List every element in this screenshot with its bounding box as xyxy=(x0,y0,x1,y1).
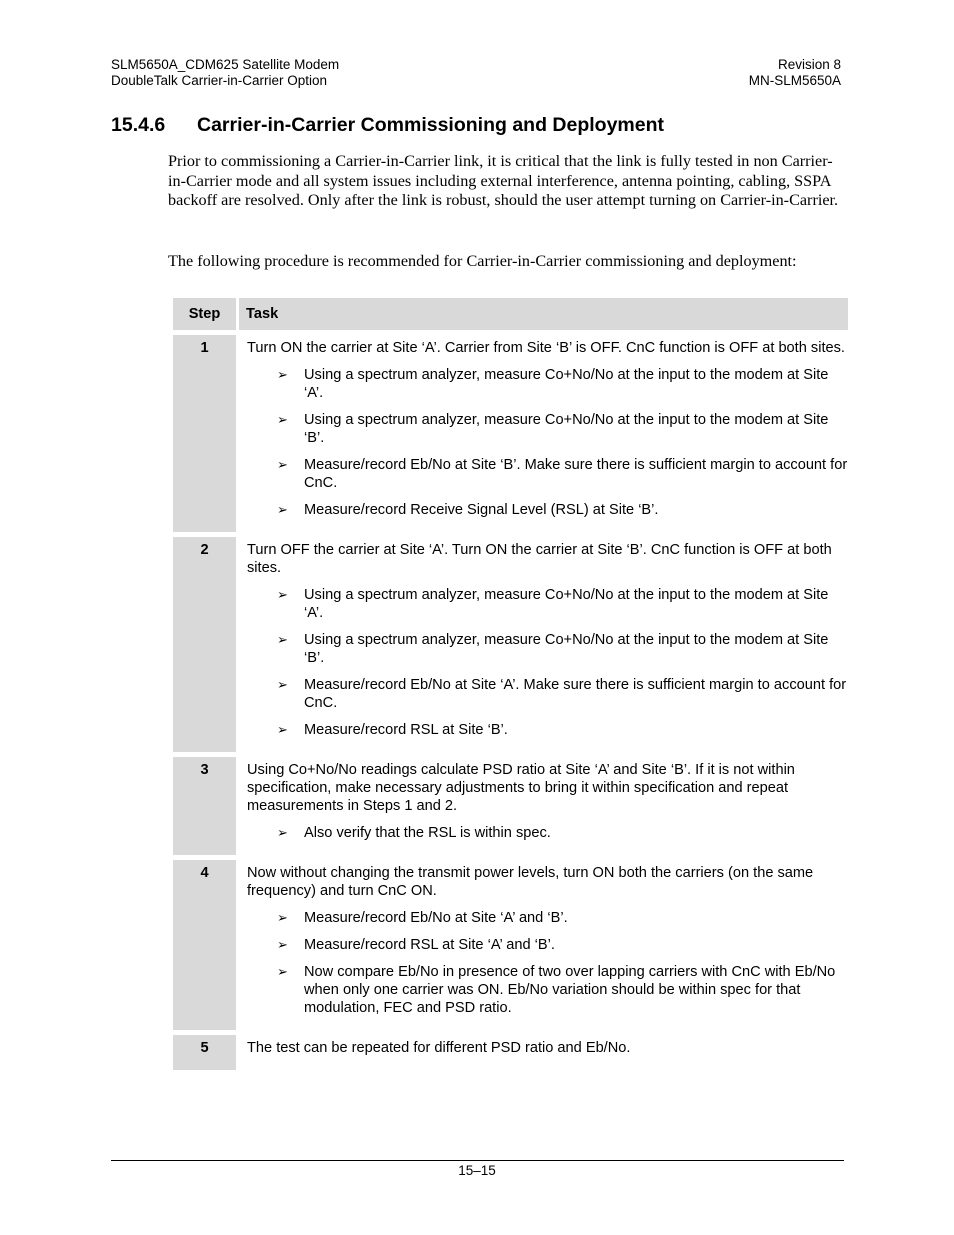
substep-text: Also verify that the RSL is within spec. xyxy=(304,825,551,841)
task-cell xyxy=(239,537,848,752)
column-header-step: Step xyxy=(173,298,236,330)
table-row xyxy=(173,537,848,752)
header-product: SLM5650A_CDM625 Satellite Modem xyxy=(111,57,340,72)
intro-paragraph: Prior to commissioning a Carrier-in-Carrier link, it is critical that the link is fully tested in non Carrier-in-Carrier mode and all system issues including external interference, antenna pointing, cabling, SSPA backoff are resolved. Only after the link is robust, should the user attempt turning on Carrier-in-Carrier. xyxy=(168,152,839,210)
arrow-bullet-icon: ➢ xyxy=(277,722,288,737)
substep-text: Using a spectrum analyzer, measure Co+No/No at the input to the modem at Site ‘A’. xyxy=(304,587,829,621)
arrow-bullet-icon: ➢ xyxy=(277,412,288,427)
task-substeps xyxy=(247,824,848,842)
page-header-left xyxy=(111,57,339,89)
substep-text: Using a spectrum analyzer, measure Co+No/No at the input to the modem at Site ‘A’. xyxy=(304,367,829,401)
substep-text: Measure/record Receive Signal Level (RSL) at Site ‘B’. xyxy=(304,502,659,518)
table-header-row xyxy=(173,298,848,330)
task-description: Now without changing the transmit power levels, turn ON both the carriers (on the same frequency) and turn CnC ON. xyxy=(247,865,814,899)
list-item xyxy=(277,721,848,739)
footer-rule xyxy=(111,1160,844,1161)
procedure-table xyxy=(170,293,851,1075)
substep-text: Measure/record RSL at Site ‘B’. xyxy=(304,722,508,738)
substep-text: Measure/record Eb/No at Site ‘A’ and ‘B’. xyxy=(304,910,568,926)
section-number: 15.4.6 xyxy=(111,114,166,136)
step-number: 1 xyxy=(173,335,236,532)
list-item xyxy=(277,366,848,402)
column-header-task: Task xyxy=(239,298,848,330)
arrow-bullet-icon: ➢ xyxy=(277,937,288,952)
substep-text: Measure/record RSL at Site ‘A’ and ‘B’. xyxy=(304,937,555,953)
list-item xyxy=(277,631,848,667)
task-cell xyxy=(239,757,848,855)
task-description: Using Co+No/No readings calculate PSD ratio at Site ‘A’ and Site ‘B’. If it is not within specification, make necessary adjustments to bring it within specification and repeat measurements in Steps 1 and 2. xyxy=(247,762,795,814)
page-number: 15–15 xyxy=(458,1163,496,1178)
table-row xyxy=(173,757,848,855)
task-description: The test can be repeated for different PSD ratio and Eb/No. xyxy=(247,1040,631,1056)
list-item xyxy=(277,586,848,622)
substep-text: Measure/record Eb/No at Site ‘B’. Make sure there is sufficient margin to account for CnC. xyxy=(304,457,848,491)
substep-text: Using a spectrum analyzer, measure Co+No/No at the input to the modem at Site ‘B’. xyxy=(304,412,829,446)
list-item xyxy=(277,936,848,954)
list-item xyxy=(277,456,848,492)
arrow-bullet-icon: ➢ xyxy=(277,910,288,925)
header-manual-number: MN-SLM5650A xyxy=(748,73,841,88)
task-description: Turn OFF the carrier at Site ‘A’. Turn ON the carrier at Site ‘B’. CnC function is OFF at both sites. xyxy=(247,542,832,576)
table-row xyxy=(173,335,848,532)
list-item xyxy=(277,963,848,1017)
page-header-right xyxy=(749,57,841,89)
substep-text: Using a spectrum analyzer, measure Co+No/No at the input to the modem at Site ‘B’. xyxy=(304,632,829,666)
header-chapter: DoubleTalk Carrier-in-Carrier Option xyxy=(111,73,328,88)
procedure-table-body xyxy=(173,335,848,1070)
list-item xyxy=(277,909,848,927)
lead-paragraph: The following procedure is recommended for Carrier-in-Carrier commissioning and deployment: xyxy=(168,252,797,270)
list-item xyxy=(277,676,848,712)
task-substeps xyxy=(247,909,848,1017)
task-cell xyxy=(239,860,848,1030)
header-revision: Revision 8 xyxy=(777,57,841,72)
task-description: Turn ON the carrier at Site ‘A’. Carrier from Site ‘B’ is OFF. CnC function is OFF at both sites. xyxy=(247,340,845,356)
task-substeps xyxy=(247,586,848,739)
list-item xyxy=(277,411,848,447)
step-number: 2 xyxy=(173,537,236,752)
arrow-bullet-icon: ➢ xyxy=(277,825,288,840)
arrow-bullet-icon: ➢ xyxy=(277,632,288,647)
table-row xyxy=(173,1035,848,1070)
table-row xyxy=(173,860,848,1030)
substep-text: Measure/record Eb/No at Site ‘A’. Make sure there is sufficient margin to account for CnC. xyxy=(304,677,847,711)
step-number: 5 xyxy=(173,1035,236,1070)
arrow-bullet-icon: ➢ xyxy=(277,964,288,979)
list-item xyxy=(277,824,848,842)
substep-text: Now compare Eb/No in presence of two over lapping carriers with CnC with Eb/No when only one carrier was ON. Eb/No variation should be within spec for that modulation, FEC and PSD ratio. xyxy=(304,964,836,1016)
section-title: Carrier-in-Carrier Commissioning and Deployment xyxy=(197,114,665,136)
arrow-bullet-icon: ➢ xyxy=(277,457,288,472)
task-cell xyxy=(239,335,848,532)
list-item xyxy=(277,501,848,519)
arrow-bullet-icon: ➢ xyxy=(277,677,288,692)
step-number: 4 xyxy=(173,860,236,1030)
task-cell xyxy=(239,1035,848,1070)
arrow-bullet-icon: ➢ xyxy=(277,587,288,602)
arrow-bullet-icon: ➢ xyxy=(277,367,288,382)
task-substeps xyxy=(247,366,848,519)
section-heading xyxy=(111,114,664,137)
step-number: 3 xyxy=(173,757,236,855)
arrow-bullet-icon: ➢ xyxy=(277,502,288,517)
